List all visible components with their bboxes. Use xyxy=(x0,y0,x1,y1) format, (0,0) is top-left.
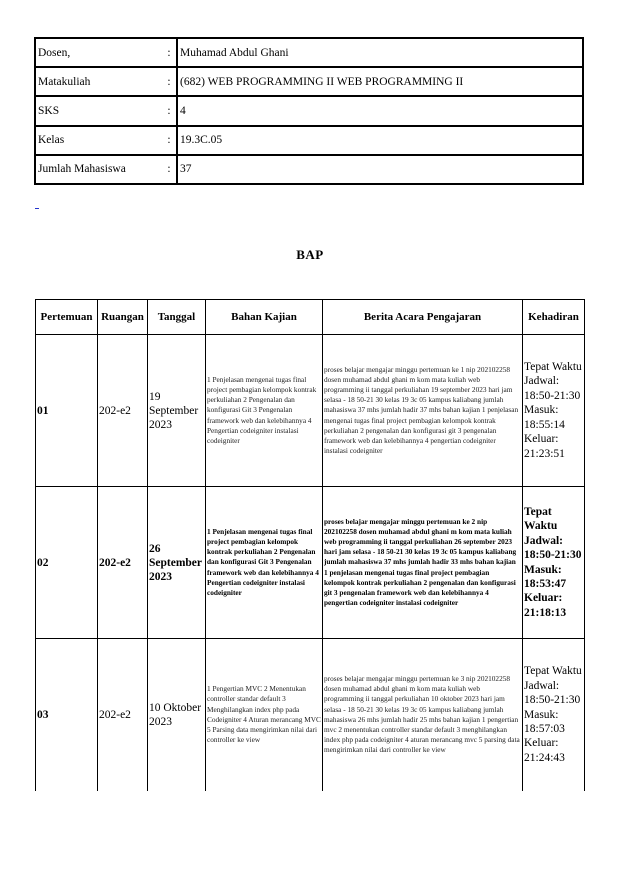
info-value: 37 xyxy=(177,155,583,184)
info-row-matakuliah xyxy=(35,67,583,96)
table-row xyxy=(36,335,585,487)
info-row-kelas xyxy=(35,126,583,155)
cell-tanggal: 10 Oktober 2023 xyxy=(148,639,206,791)
info-separator: : xyxy=(162,67,177,96)
header-bahan-kajian: Bahan Kajian xyxy=(206,300,323,335)
header-tanggal: Tanggal xyxy=(148,300,206,335)
table-header-row xyxy=(36,300,585,335)
course-info-table xyxy=(34,37,584,185)
table-row xyxy=(36,487,585,639)
info-label: Dosen, xyxy=(35,38,162,67)
header-ruangan: Ruangan xyxy=(98,300,148,335)
cell-kehadiran: Tepat Waktu Jadwal: 18:50-21:30 Masuk: 18:55:14 Keluar: 21:23:51 xyxy=(523,335,585,487)
info-separator: : xyxy=(162,38,177,67)
info-value: 19.3C.05 xyxy=(177,126,583,155)
table-row xyxy=(36,639,585,791)
info-label: Jumlah Mahasiswa xyxy=(35,155,162,184)
info-label: SKS xyxy=(35,96,162,125)
info-value: Muhamad Abdul Ghani xyxy=(177,38,583,67)
cell-berita-acara: proses belajar mengajar minggu pertemuan ke 3 nip 202102258 dosen muhamad abdul ghani m kom mata kuliah web programming ii tanggal perkuliahan 10 oktober 2023 hari jam selasa - 18 50-21 30 kelas 19 3c 05 kampus kaliabang jumlah mahasiswa 26 mhs jumlah hadir 25 mhs bahan kajian 1 pengertian mvc 2 menentukan controller standar default 3 menghilangkan index php pada codeigniter 4 aturan merancang mvc 5 parsing data mengirimkan nilai dari controller ke view xyxy=(323,639,523,791)
section-title: BAP xyxy=(296,247,324,262)
header-pertemuan: Pertemuan xyxy=(36,300,98,335)
cell-bahan-kajian: 1 Pengertian MVC 2 Menentukan controller standar default 3 Menghilangkan index php pada Codeigniter 4 Aturan merancang MVC 5 Parsing data mengirimkan nilai dari controller ke view xyxy=(206,639,323,791)
info-row-jumlah-mahasiswa xyxy=(35,155,583,184)
cell-ruangan: 202-e2 xyxy=(98,639,148,791)
cell-pertemuan: 02 xyxy=(36,487,98,639)
info-separator: : xyxy=(162,96,177,125)
info-row-dosen xyxy=(35,38,583,67)
info-row-sks xyxy=(35,96,583,125)
empty-link[interactable] xyxy=(35,200,39,209)
cell-kehadiran: Tepat Waktu Jadwal: 18:50-21:30 Masuk: 18:53:47 Keluar: 21:18:13 xyxy=(523,487,585,639)
info-separator: : xyxy=(162,126,177,155)
info-label: Matakuliah xyxy=(35,67,162,96)
cell-pertemuan: 01 xyxy=(36,335,98,487)
info-value: 4 xyxy=(177,96,583,125)
cell-ruangan: 202-e2 xyxy=(98,487,148,639)
info-label: Kelas xyxy=(35,126,162,155)
cell-tanggal: 26 September 2023 xyxy=(148,487,206,639)
cell-bahan-kajian: 1 Penjelasan mengenai tugas final project pembagian kelompok kontrak perkuliahan 2 Pengenalan dan konfigurasi Git 3 Pengenalan framework web dan kelebihannya 4 Pengertian codeigniter instalasi codeigniter xyxy=(206,487,323,639)
info-value: (682) WEB PROGRAMMING II WEB PROGRAMMING II xyxy=(177,67,583,96)
cell-pertemuan: 03 xyxy=(36,639,98,791)
cell-berita-acara: proses belajar mengajar minggu pertemuan ke 1 nip 202102258 dosen muhamad abdul ghani m kom mata kuliah web programming ii tanggal perkuliahan 19 september 2023 hari jam selasa - 18 50-21 30 kelas 19 3c 05 kampus kaliabang jumlah mahasiswa 37 mhs jumlah hadir 37 mhs bahan kajian 1 penjelasan mengenai tugas final project pembagian kelompok kontrak perkuliahan 2 pengenalan dan konfigurasi git 3 pengenalan framework web dan kelebihannya 4 pengertian codeigniter instalasi codeigniter xyxy=(323,335,523,487)
cell-berita-acara: proses belajar mengajar minggu pertemuan ke 2 nip 202102258 dosen muhamad abdul ghani m kom mata kuliah web programming ii tanggal perkuliahan 26 september 2023 hari jam selasa - 18 50-21 30 kelas 19 3c 05 kampus kaliabang jumlah mahasiswa 37 mhs jumlah hadir 33 mhs bahan kajian 1 penjelasan mengenai tugas final project pembagian kelompok kontrak perkuliahan 2 pengenalan dan konfigurasi git 3 pengenalan framework web dan kelebihannya 4 pengertian codeigniter instalasi codeigniter xyxy=(323,487,523,639)
info-separator: : xyxy=(162,155,177,184)
cell-tanggal: 19 September 2023 xyxy=(148,335,206,487)
header-kehadiran: Kehadiran xyxy=(523,300,585,335)
cell-bahan-kajian: 1 Penjelasan mengenai tugas final project pembagian kelompok kontrak perkuliahan 2 Pengenalan dan konfigurasi Git 3 Pengenalan framework web dan kelebihannya 4 Pengertian codeigniter instalasi codeigniter xyxy=(206,335,323,487)
bap-table xyxy=(35,299,585,791)
header-berita-acara: Berita Acara Pengajaran xyxy=(323,300,523,335)
cell-kehadiran: Tepat Waktu Jadwal: 18:50-21:30 Masuk: 18:57:03 Keluar: 21:24:43 xyxy=(523,639,585,791)
cell-ruangan: 202-e2 xyxy=(98,335,148,487)
